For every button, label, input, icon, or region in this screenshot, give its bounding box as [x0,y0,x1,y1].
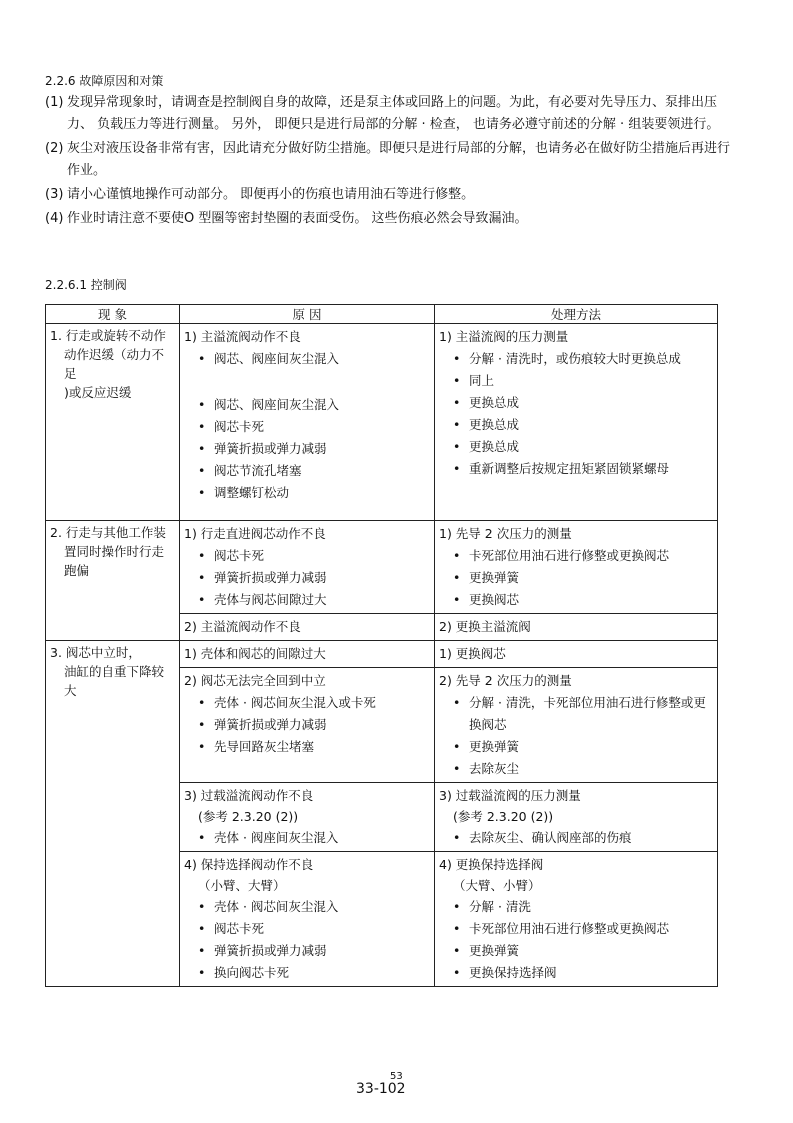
remedy-cell [435,852,718,987]
cause-reference: （小臂、大臂） [198,878,286,893]
symptom-line: 2. 行走与其他工作装 [50,525,166,540]
remedy-item: • 分解 · 清洗时，或伤痕较大时更换总成 [439,348,713,370]
intro-item [45,208,730,230]
header-remedy: 处理方法 [435,305,718,324]
intro-item [45,92,730,136]
cause-cell [180,614,435,641]
cause-item: • 阀芯卡死 [184,545,430,567]
remedy-item: • 更换保持选择阀 [439,962,713,984]
intro-num: (3) [45,187,64,202]
cause-item: • 弹簧折损或弹力减弱 [184,714,430,736]
cause-heading: 2) 主溢流阀动作不良 [184,619,301,634]
page-number: 33-102 [356,1081,406,1097]
cause-item: • 弹簧折损或弹力减弱 [184,567,430,589]
intro-text: 发现异常现象时，请调查是控制阀自身的故障，还是泵主体或回路上的问题。为此，有必要对先导压力、泵排出压力、 负载压力等进行测量。 另外， 即便只是进行局部的分解 · 检查， 也请务必遵守前述的分解 · 组装要领进行。 [67,95,720,132]
symptom-line: 置同时操作时行走 [64,544,165,559]
fault-table [45,304,718,987]
remedy-item: • 卡死部位用油石进行修整或更换阀芯 [439,918,713,940]
remedy-item: • 去除灰尘 [439,758,713,780]
remedy-item: • 更换总成 [439,436,713,458]
cause-cell [180,324,435,521]
cause-heading: 1) 壳体和阀芯的间隙过大 [184,646,326,661]
cause-item: • 先导回路灰尘堵塞 [184,736,430,758]
remedy-heading: 4) 更换保持选择阀 [439,857,544,872]
header-cause: 原 因 [180,305,435,324]
cause-cell [180,783,435,852]
cause-item: • 壳体 · 阀芯间灰尘混入 [184,896,430,918]
table-header-row [46,305,718,324]
remedy-heading: 3) 过载溢流阀的压力测量 [439,788,581,803]
subsection-title: 2.2.6.1 控制阀 [45,278,127,292]
cause-item: • 壳体 · 阀座间灰尘混入 [184,827,430,849]
remedy-cell [435,668,718,783]
remedy-heading: 2) 先导 2 次压力的测量 [439,673,572,688]
remedy-heading: 2) 更换主溢流阀 [439,619,531,634]
symptom-cell [46,641,180,987]
cause-item: • 壳体 · 阀芯间灰尘混入或卡死 [184,692,430,714]
remedy-cell [435,521,718,614]
remedy-cell [435,324,718,521]
cause-item: • 阀芯、阀座间灰尘混入 [184,348,430,370]
cause-item: • 阀芯节流孔堵塞 [184,460,430,482]
remedy-item: • 更换弹簧 [439,736,713,758]
symptom-line: 跑偏 [64,563,90,578]
remedy-heading: 1) 更换阀芯 [439,646,506,661]
page-number-small: 53 [390,1071,403,1082]
remedy-item: • 卡死部位用油石进行修整或更换阀芯 [439,545,713,567]
remedy-item: • 更换阀芯 [439,589,713,611]
table-row [46,324,718,521]
intro-num: (4) [45,211,64,226]
cause-heading: 1) 主溢流阀动作不良 [184,329,301,344]
cause-heading: 2) 阀芯无法完全回到中立 [184,673,326,688]
section-title: 2.2.6 故障原因和对策 [45,74,164,88]
remedy-item: • 同上 [439,370,713,392]
remedy-item: • 分解 · 清洗 [439,896,713,918]
table-row [46,641,718,668]
cause-heading: 4) 保持选择阀动作不良 [184,857,314,872]
cause-item: • 弹簧折损或弹力减弱 [184,940,430,962]
intro-num: (2) [45,141,64,156]
remedy-heading: 1) 主溢流阀的压力测量 [439,329,569,344]
remedy-item: • 重新调整后按规定扭矩紧固锁紧螺母 [439,458,713,480]
intro-text: 灰尘对液压设备非常有害，因此请充分做好防尘措施。即便只是进行局部的分解，也请务必在做好防尘措施后再进行作业。 [67,141,731,178]
remedy-cell [435,641,718,668]
remedy-reference: (参考 2.3.20 (2)) [453,809,554,824]
remedy-item: • 分解 · 清洗，卡死部位用油石进行修整或更换阀芯 [439,692,713,736]
cause-item: • 壳体与阀芯间隙过大 [184,589,430,611]
symptom-line: 动作迟缓（动力不足 [64,347,165,381]
intro-item [45,138,730,182]
table-row [46,521,718,614]
intro-num: (1) [45,95,64,110]
remedy-reference: （大臂、小臂） [453,878,541,893]
symptom-line: 大 [64,683,77,698]
remedy-cell [435,783,718,852]
intro-text: 请小心谨慎地操作可动部分。 即便再小的伤痕也请用油石等进行修整。 [67,187,475,202]
cause-cell [180,668,435,783]
remedy-item: • 更换弹簧 [439,940,713,962]
intro-item [45,184,730,206]
cause-cell [180,852,435,987]
cause-item: • 弹簧折损或弹力减弱 [184,438,430,460]
cause-cell [180,521,435,614]
cause-heading: 3) 过载溢流阀动作不良 [184,788,314,803]
cause-item: • 阀芯卡死 [184,416,430,438]
cause-item: • 换向阀芯卡死 [184,962,430,984]
remedy-item: • 更换总成 [439,392,713,414]
remedy-item: • 更换弹簧 [439,567,713,589]
cause-reference: (参考 2.3.20 (2)) [198,809,299,824]
symptom-line: 油缸的自重下降较 [64,664,165,679]
symptom-line: 3. 阀芯中立时， [50,645,141,660]
symptom-line: 1. 行走或旋转不动作 [50,328,166,343]
symptom-cell [46,521,180,641]
remedy-item: • 去除灰尘、确认阀座部的伤痕 [439,827,713,849]
cause-item: • 阀芯卡死 [184,918,430,940]
symptom-line: )或反应迟缓 [64,385,132,400]
header-symptom: 现 象 [46,305,180,324]
cause-heading: 1) 行走直进阀芯动作不良 [184,526,326,541]
cause-cell [180,641,435,668]
symptom-cell [46,324,180,521]
remedy-item: • 更换总成 [439,414,713,436]
remedy-heading: 1) 先导 2 次压力的测量 [439,526,572,541]
cause-item: • 阀芯、阀座间灰尘混入 [184,394,430,416]
intro-text: 作业时请注意不要使O 型圈等密封垫圈的表面受伤。 这些伤痕必然会导致漏油。 [67,211,528,226]
cause-item: • 调整螺钉松动 [184,482,430,504]
remedy-cell [435,614,718,641]
intro-list [45,92,730,232]
